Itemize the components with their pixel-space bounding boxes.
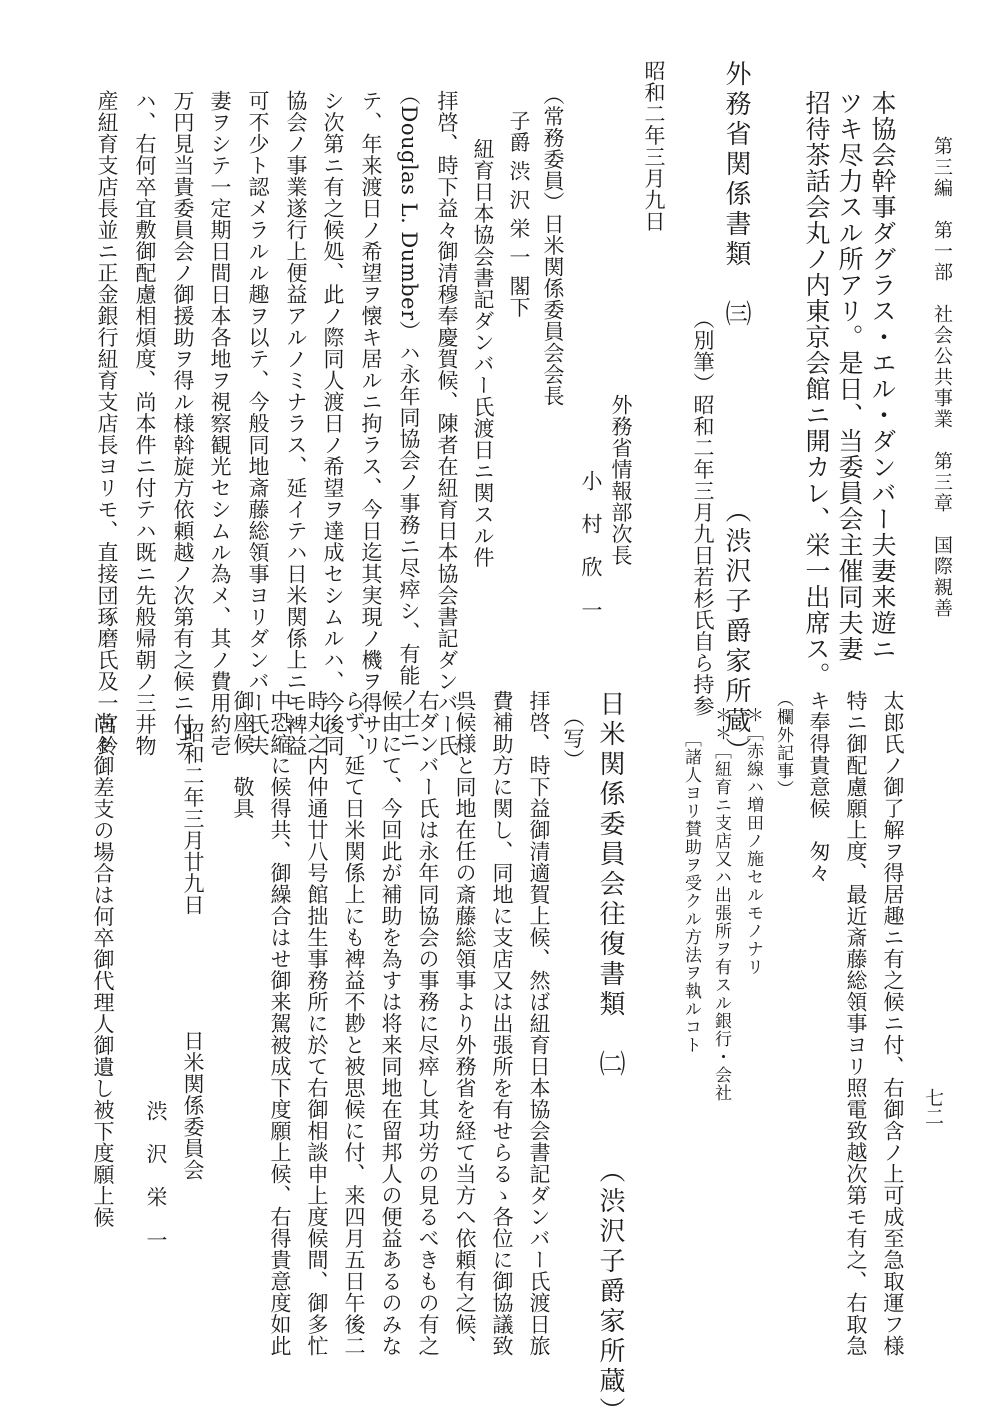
body-line: 拝啓、時下益々御清穆奉慶賀候、陳者在紐育日本協会書記ダンバー氏 xyxy=(435,90,459,757)
section-title: 日米関係委員会往復書類 ㈡ （渋沢子爵家所蔵） xyxy=(595,690,625,1427)
date-line: 昭和二年三月九日 xyxy=(642,60,666,232)
body-line: 呉候様と同地在任の斎藤総領事より外務省を経て当方へ依頼有之候、 xyxy=(453,690,477,1357)
subject-line: 紐育日本協会書記ダンバー氏渡日ニ関スル件 xyxy=(471,138,495,568)
note-line: （別筆）昭和二年三月九日若杉氏自ら持参 xyxy=(691,308,715,717)
marginal-note: ＊［赤線ハ増田ノ施セルモノナリ xyxy=(743,706,763,976)
body-line: 時丸之内仲通廿八号館拙生事務所に於て右御相談申上度候間、御多忙 xyxy=(305,690,329,1357)
marginal-note: ［諸人ヨリ賛助ヲ受クル方法ヲ執ルコト xyxy=(681,730,701,1054)
body-line: 万円見当貴委員会ノ御援助ヲ得ル様斡旋方依頼越ノ次第有之候ニ付テ xyxy=(171,90,195,757)
body-line: 本協会幹事ダグラス・エル・ダンバー夫妻来遊ニ xyxy=(868,90,897,662)
page-number: 七二 xyxy=(922,1088,944,1126)
body-line: 可不少ト認メラルル趣ヲ以テ、今般同地斎藤総領事ヨリダンバー氏夫 xyxy=(246,90,270,757)
sender-name: 渋 沢 栄 一 xyxy=(144,1100,168,1251)
sender-title: 外務省情報部次長 xyxy=(609,394,633,566)
body-line: 費補助方に関し、同地に支店又は出張所を有せらるゝ各位に御協議致 xyxy=(490,690,514,1357)
body-line: テ、年来渡日ノ希望ヲ懐キ居ルニ拘ラス、今日迄其実現ノ機ヲ得サリ xyxy=(359,90,383,757)
marginal-note: ＊＊［紐育ニ支店又ハ出張所ヲ有スル銀行・会社 xyxy=(711,706,731,1102)
running-header: 第三編 第一部 社会公共事業 第三章 国際親善 xyxy=(931,136,953,619)
body-line: 右ダンバー氏は永年同協会の事務に尽瘁し其功労の見るべきもの有之 xyxy=(416,690,440,1357)
copy-mark: （写） xyxy=(561,706,585,771)
sender-name: 小 村 欣 一 xyxy=(579,470,603,621)
body-line: ハ、右何卒宜敷御配慮相煩度、尚本件ニ付テハ既ニ先般帰朝ノ三井物 xyxy=(133,90,157,757)
sender-org: 日米関係委員会 xyxy=(181,1030,205,1181)
body-line: ツキ尽力スル所アリ。是日、当委員会主催同夫妻 xyxy=(835,90,864,662)
body-line: 御座候 敬具 xyxy=(231,690,255,819)
body-line: 中恐縮に候得共、御繰合はせ御来駕被成下度願上候、右得貴意度如此 xyxy=(268,690,292,1357)
body-line: らず、延て日米関係上にも裨益不尠と被思候に付、来四月五日午後二 xyxy=(342,690,366,1357)
body-line: キ奉得貴意候 匆々 xyxy=(807,690,831,884)
section-title: 外務省関係書類 ㈢ （渋沢子爵家所蔵） xyxy=(721,60,751,767)
body-line: 候由にて、今回此が補助を為すは将来同地在留邦人の便益あるのみな xyxy=(379,690,403,1357)
body-line: 拝啓、時下益御清適賀上候、然ば紐育日本協会書記ダンバー氏渡日旅 xyxy=(527,690,551,1357)
recipient-title: （常務委員）日米関係委員会会長 xyxy=(541,84,565,407)
body-line: 太郎氏ノ御了解ヲ得居趣ニ有之候ニ付、右御含ノ上可成至急取運フ様 xyxy=(881,690,905,1357)
body-line: 妻ヲシテ一定期日間日本各地ヲ視察観光セシムル為メ、其ノ費用約壱 xyxy=(208,90,232,757)
body-line: 産紐育支店長並ニ正金銀行紐育支店長ヨリモ、直接団琢磨氏及一宮鈴 xyxy=(95,90,119,757)
date-line: 昭和二年三月廿九日 xyxy=(181,722,205,916)
recipient-name: 子爵 渋 沢 栄 一 閣下 xyxy=(507,110,531,318)
body-line: （Douglas L. Dumber）ハ永年同協会ノ事務ニ尽瘁シ、有能ノ士ニ xyxy=(397,84,421,751)
body-line: シ次第ニ有之候処、此ノ際同人渡日ノ希望ヲ達成セシムルハ、今後同 xyxy=(321,90,345,757)
body-line: 招待茶話会丸ノ内東京会館ニ開カレ、栄一出席ス。 xyxy=(802,90,831,688)
body-line: 特ニ御配慮願上度、最近斎藤総領事ヨリ照電致越次第モ有之、右取急 xyxy=(844,690,868,1357)
postscript-line: 尚々御差支の場合は何卒御代理人御遺し被下度願上候 xyxy=(91,712,115,1228)
marginal-label: （欄外記事） xyxy=(773,690,793,798)
body-line: 協会ノ事業遂行上便益アルノミナラス、延イテハ日米関係上ニモ裨益 xyxy=(284,90,308,757)
